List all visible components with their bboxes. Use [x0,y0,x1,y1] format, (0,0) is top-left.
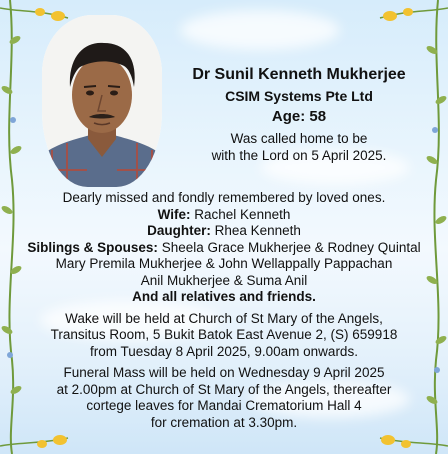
wake-details: Wake will be held at Church of St Mary of the Angels, Transitus Room, 5 Bukit Batok East Avenue 2, (S) 659918 from Tuesday 8 April 2025, 9.00am onwards. [50,310,398,359]
cloud-decoration [180,10,340,50]
deceased-info [168,64,430,164]
deceased-name: Dr Sunil Kenneth Mukherjee [192,66,406,83]
daughter-line: Daughter: Rhea Kenneth [147,223,301,238]
called-home-text: Was called home to be with the Lord on 5 April 2025. [211,131,387,163]
notice-body [14,190,434,431]
siblings-line: Mary Premila Mukherjee & John Wellappally Pappachan [55,256,393,271]
portrait-photo [42,15,162,187]
wife-line: Wife: Rachel Kenneth [157,206,291,222]
siblings-line: Anil Mukherjee & Suma Anil [140,272,308,288]
yellow-flower-icon [378,0,448,40]
siblings-line: Siblings & Spouses: Sheela Grace Mukherjee & Rodney Quintal [27,239,421,255]
company-name: CSIM Systems Pte Ltd [225,88,373,104]
funeral-details: Funeral Mass will be held on Wednesday 9 April 2025 at 2.00pm at Church of St Mary of the Angels, thereafter cortege leaves for Mandai Crematorium Hall 4 for cremation at 3.30pm. [56,365,392,430]
age: Age: 58 [271,108,327,125]
remembrance-line: Dearly missed and fondly remembered by loved ones. [62,190,386,205]
relatives-line: And all relatives and friends. [132,289,316,304]
